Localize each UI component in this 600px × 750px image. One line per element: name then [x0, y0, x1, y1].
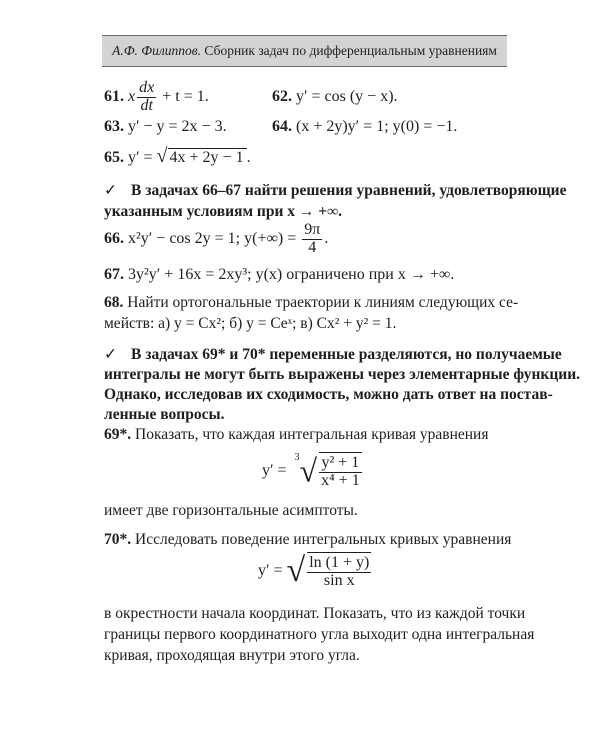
problem-66-expression: x²y′ − cos 2y = 1; y(+∞) = [128, 229, 297, 247]
note-66-67-line1: В задачах 66–67 найти решения уравнений, удовлетворяющие [131, 182, 567, 199]
root-index: 3 [294, 452, 300, 463]
problem-69-number: 69*. [104, 426, 132, 443]
problem-68-line1: Найти ортогональные траектории к линиям следующих се- [127, 294, 519, 311]
header-title: Сборник задач по дифференциальным уравнениям [204, 43, 497, 58]
problem-70 [104, 529, 511, 550]
problem-62-number: 62. [272, 88, 292, 105]
problem-61-expression: + t = 1. [162, 87, 209, 105]
problem-70-after-line2: границы первого координатного угла выходит одна интегральная [104, 626, 535, 643]
problem-66-end: . [324, 229, 329, 247]
problem-65-radicand: 4x + 2y − 1 [168, 148, 247, 167]
note-69-70-line4: ленные вопросы. [104, 406, 225, 423]
problem-70-after-line3: кривая, проходящая внутри этого угла. [104, 647, 360, 664]
problem-68 [104, 292, 518, 334]
problem-63-number: 63. [104, 118, 124, 135]
problem-69 [104, 424, 488, 445]
problem-65-number: 65. [104, 149, 124, 166]
problem-70-number: 70*. [104, 531, 132, 548]
problem-64 [272, 118, 457, 136]
problem-61-number: 61. [104, 87, 124, 105]
note-66-67-line2: указанным условиям при x → +∞. [104, 203, 343, 220]
problem-70-text: Исследовать поведение интегральных кривых уравнения [135, 531, 512, 548]
note-69-70-line3: Однако, исследовав их сходимость, можно дать ответ на постав- [104, 386, 553, 403]
note-66-67 [104, 180, 566, 222]
problem-62 [272, 88, 398, 106]
problem-64-expression: (x + 2y)y′ = 1; y(0) = −1. [296, 118, 458, 135]
fraction-numerator: 9π [304, 221, 321, 238]
equation-70 [258, 552, 373, 590]
problem-70-after-line1: в окрестности начала координат. Показать, что из каждой точки [104, 605, 526, 622]
problem-61: 61. x $\frac{dx}{dt}$ + t = 1. [104, 79, 209, 114]
fraction-70 [307, 552, 371, 590]
sqrt-symbol: √ [156, 145, 168, 167]
problem-64-number: 64. [272, 118, 292, 135]
problem-66-number: 66. [104, 229, 124, 247]
problem-65-end: . [246, 149, 251, 166]
problem-70-after [104, 603, 534, 666]
cube-root-symbol: √ [299, 452, 318, 489]
problem-68-line2: мейств: а) y = Cx²; б) y = Ceˣ; в) Cx² + y² = 1. [104, 315, 397, 332]
equation-69 [262, 452, 364, 490]
problem-69-after: имеет две горизонтальные асимптоты. [104, 502, 358, 519]
fraction-70-denominator: sin x [307, 572, 371, 590]
equation-69-lhs: y′ = [262, 461, 287, 479]
note-69-70 [104, 345, 580, 425]
fraction-69 [319, 452, 362, 490]
note-69-70-line2: интегралы не могут быть выражены через элементарные функции. [104, 366, 581, 383]
problem-62-expression: y′ = cos (y − x). [296, 88, 398, 105]
running-header [102, 35, 507, 67]
fraction-69-numerator: y² + 1 [321, 454, 360, 471]
note-69-70-line1: В задачах 69* и 70* переменные разделяются, но получаемые [131, 346, 562, 363]
problem-67-number: 67. [104, 266, 124, 283]
problem-67-expression: 3y²y′ + 16x = 2xy³; y(x) ограничено при x → +∞. [128, 266, 455, 283]
problem-65-lhs: y′ = [128, 149, 153, 166]
fraction-9pi-4 [302, 222, 322, 257]
problem-66 [104, 222, 328, 257]
fraction-69-denominator: x⁴ + 1 [321, 471, 360, 489]
fraction-70-numerator: ln (1 + y) [309, 554, 370, 572]
problem-65 [104, 145, 251, 168]
header-author: А.Ф. Филиппов. [112, 43, 202, 58]
checkmark-icon: ✓ [104, 182, 117, 199]
sqrt-symbol: √ [286, 552, 306, 589]
fraction-dx-dt: $\frac{dx}{dt}$ [139, 79, 155, 114]
checkmark-icon: ✓ [104, 346, 117, 363]
problem-63 [104, 118, 227, 136]
equation-70-lhs: y′ = [258, 562, 283, 579]
problem-68-number: 68. [104, 294, 124, 311]
problem-67 [104, 266, 454, 284]
problem-69-text: Показать, что каждая интегральная кривая уравнения [135, 426, 489, 443]
problem-63-expression: y′ − y = 2x − 3. [128, 118, 227, 135]
fraction-denominator: 4 [302, 239, 322, 257]
